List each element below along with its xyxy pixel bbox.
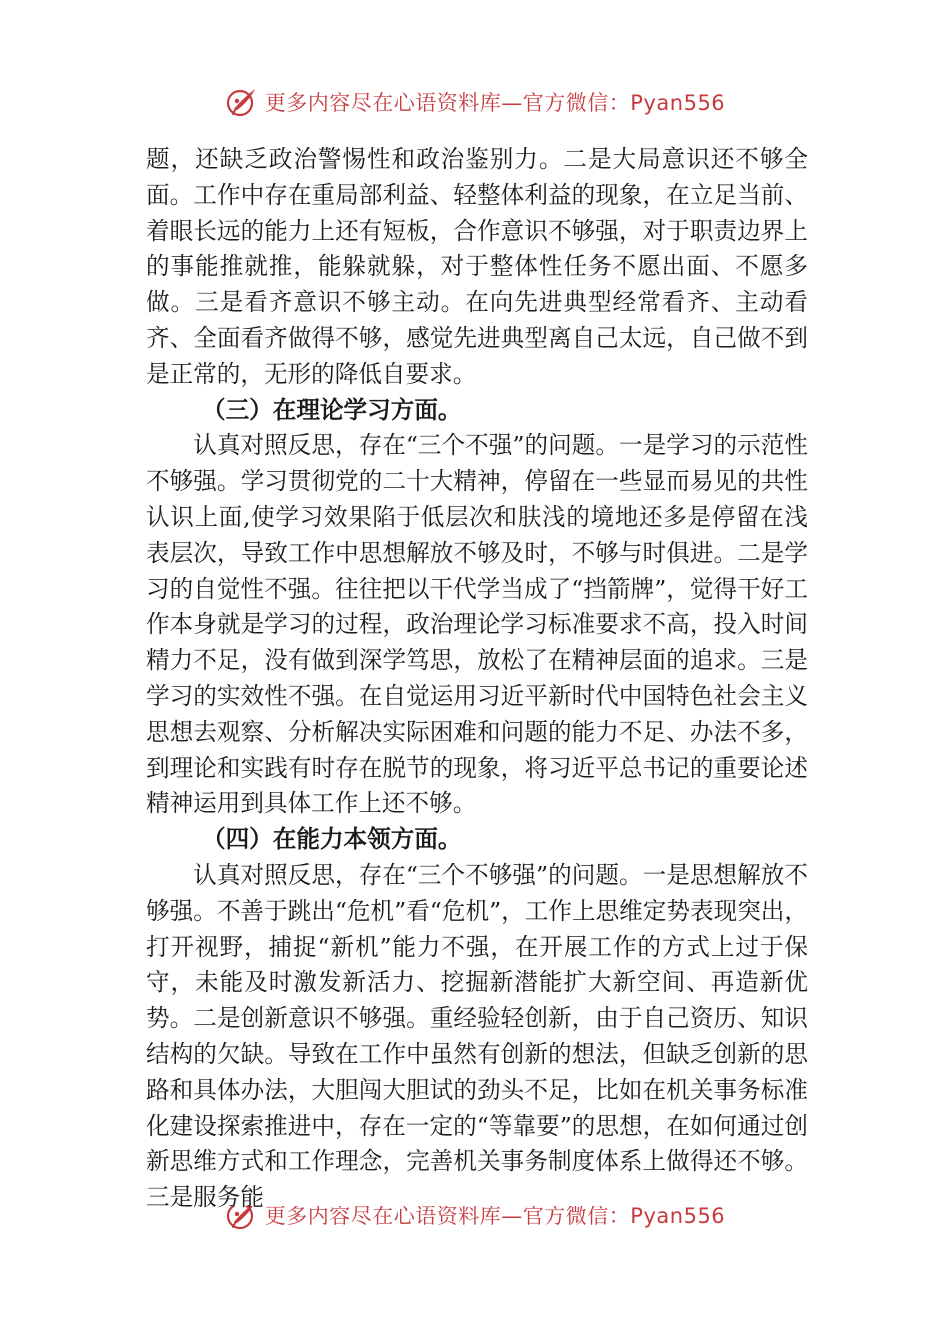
- header-watermark: [0, 82, 950, 122]
- section-heading-4: （四）在能力本领方面。: [202, 825, 462, 854]
- watermark-text: 更多内容尽在心语资料库—官方微信：Pyan556: [264, 1206, 726, 1228]
- footer-watermark: [0, 1206, 950, 1236]
- quill-pen-logo-icon: [225, 85, 259, 119]
- watermark-text: 更多内容尽在心语资料库—官方微信：Pyan556: [264, 91, 726, 115]
- document-body: [146, 142, 808, 1216]
- body-paragraph: 认真对照反思，存在“三个不强”的问题。一是学习的示范性不够强。学习贯彻党的二十大精神，停留在一些显而易见的共性认识上面,使学习效果陷于低层次和肤浅的境地还多是停留在浅表层次，导致工作中思想解放不够及时，不够与时俱进。二是学习的自觉性不强。往往把以干代学当成了“挡箭牌”，觉得干好工作本身就是学习的过程，政治理论学习标准要求不高，投入时间精力不足，没有做到深学笃思，放松了在精神层面的追求。三是学习的实效性不强。在自觉运用习近平新时代中国特色社会主义思想去观察、分析解决实际困难和问题的能力不足、办法不多，到理论和实践有时存在脱节的现象，将习近平总书记的重要论述精神运用到具体工作上还不够。: [146, 431, 808, 818]
- section-heading-3: （三）在理论学习方面。: [202, 395, 462, 424]
- body-paragraph: 认真对照反思，存在“三个不够强”的问题。一是思想解放不够强。不善于跳出“危机”看“危机”，工作上思维定势表现突出，打开视野，捕捉“新机”能力不强，在开展工作的方式上过于保守，未能及时激发新活力、挖掘新潜能扩大新空间、再造新优势。二是创新意识不够强。重经验轻创新，由于自己资历、知识结构的欠缺。导致在工作中虽然有创新的想法，但缺乏创新的思路和具体办法，大胆闯大胆试的劲头不足，比如在机关事务标准化建设探索推进中，存在一定的“等靠要”的思想，在如何通过创新思维方式和工作理念，完善机关事务制度体系上做得还不够。三是服务能: [146, 860, 808, 1212]
- quill-pen-logo-icon: [225, 1206, 259, 1232]
- body-paragraph: 题，还缺乏政治警惕性和政治鉴别力。二是大局意识还不够全面。工作中存在重局部利益、轻整体利益的现象，在立足当前、着眼长远的能力上还有短板，合作意识不够强，对于职责边界上的事能推就推，能躲就躲，对于整体性任务不愿出面、不愿多做。三是看齐意识不够主动。在向先进典型经常看齐、主动看齐、全面看齐做得不够，感觉先进典型离自己太远，自己做不到是正常的，无形的降低自要求。: [146, 145, 808, 388]
